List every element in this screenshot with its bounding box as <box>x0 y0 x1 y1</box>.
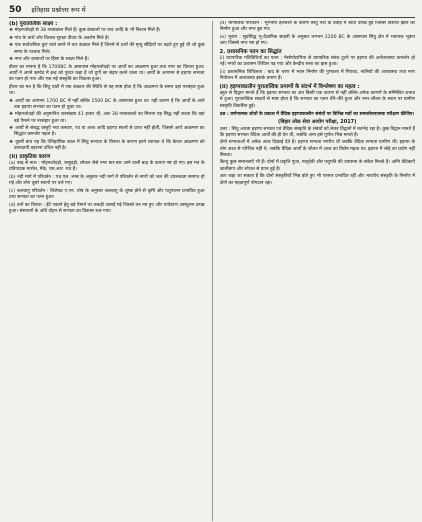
bullet-item: ❖ मोहनजोदड़ो की अनुमानित जनसंख्या 41 हजार थी, अतः 38 नरकंकालों का मिलना यह सिद्ध नहीं करता कि वहां बड़े पैमाने पर नरसंहार हुआ था। <box>9 112 205 124</box>
bullet-item: ❖ नगर और दरबाजों पर हिंसा के साक्ष्य मिले हैं। <box>9 57 89 63</box>
left-column <box>9 21 205 521</box>
paragraph: हीलर का मत है कि सिंधु घाटी में एक कंकाल की स्थिति से यह स्पष्ट होता है कि आक्रमण के समय वहां नरसंहार हुआ था। <box>9 84 205 97</box>
bullet-item: ❖ आर्यों से संबद्ध वस्तुएँ नया तलवार, रथ या अश्व आदि हड़प्पा स्थलों से प्राप्त नहीं होतीं, जिससे आर्य आक्रमण का सिद्धांत कमजोर पड़ता है। <box>9 126 205 138</box>
paragraph: (d) भौगोलिक परिवर्तन : भूगर्भीय हलचलों के कारण सिंधु नदी के प्रवाह में बाधा उत्पन्न हुई जिससे विशाल झील का निर्माण हुआ और नगर डूब गए। <box>219 21 416 33</box>
section-heading: 2. प्रशासनिक पतन का सिद्धांत <box>219 48 282 55</box>
section-heading: (b) पुरातात्विक साक्ष्य : <box>9 21 58 27</box>
page-header <box>9 5 415 18</box>
paragraph: (e) भूकंप : सुप्रसिद्ध भू-वैज्ञानिक साहनी के अनुसार लगभग 2200 BC के आसपास सिंधु क्षेत्र में भयानक भूकंप आए जिससे नगर नष्ट हो गए। <box>219 34 416 47</box>
page-number: 50 <box>9 5 22 15</box>
question-source: (बिहार लोक सेवा आयोग परीक्षा, 2017) <box>278 119 357 126</box>
running-title: इतिहास प्रश्नोत्तर रूप में <box>31 6 86 14</box>
paragraph: (d) वनों का विनाश : ईंटें पकाने हेतु बड़े पैमाने पर लकड़ी जलाई गई जिससे वन नष्ट हुए और पर्यावरण असंतुलन उत्पन्न हुआ। संसाधनों के अति दोहन से सभ्यता का विकास रुक गया। <box>9 202 205 214</box>
paragraph: उत्तर : सिंधु अथवा हड़प्पा सभ्यता एवं वैदिक संस्कृति के संबंधों को लेकर विद्वानों में मतभेद रहा है। कुछ विद्वान मानते हैं कि हड़प्पा सभ्यता वैदिक आर्यों की ही देन थी, जबकि अन्य इसे पूर्णतः भिन्न मानते हैं। <box>219 126 416 138</box>
paragraph: (a) बाढ़ से नाश : मोहनजोदड़ो, चन्हूदड़ो, लोथल जैसे नगर बार-बार आने वाली बाढ़ के कारण नष्ट हो गए। इस मत के प्रतिपादक मार्शल, मैके, एस.आर. राव हैं। <box>9 161 205 173</box>
question-block <box>220 112 416 126</box>
paragraph: (b) नदी मार्ग में परिवर्तन : एच.एल. लम्ब के अनुसार नदी मार्ग में परिवर्तन से नगरों को जल की उपलब्धता समाप्त हो गई और लोग दूसरे स्थानों पर चले गए। <box>9 174 205 187</box>
right-column <box>220 21 416 521</box>
bullet-item: ❖ एक सार्वजनिक कुएं वाले कमरे में चार कंकाल मिले हैं जिनमें से चारों की मृत्यु सीढ़ियों पर चढ़ते हुए हुई थी जो कुछ समय के पश्चात मिले। <box>9 43 205 55</box>
bullet-item: ❖ गांव के चारों ओर विशाल सुरक्षा दीवार के अवशेष मिले हैं। <box>9 35 110 41</box>
paragraph: (c) जलवायु परिवर्तन : विशेषज्ञ ए.एन. घोष के अनुसार जलवायु के शुष्क होने से कृषि और पशुपालन प्रभावित हुआ तथा सभ्यता का पतन हुआ। <box>9 188 205 201</box>
paragraph: (i) व्यापारिक गतिविधियों का पतन : मेसोपोटामिया से व्यापारिक संबंध टूटने पर हड़प्पा की अर्थव्यवस्था कमजोर हो गई। नगरों का प्रशासन शिथिल पड़ गया और केन्द्रीय सत्ता का ह्रास हुआ। <box>219 56 416 68</box>
section-heading: (ii) प्राकृतिक कारण <box>9 153 51 160</box>
paragraph: बहुत से विद्वान मानते हैं कि हड़प्पा सभ्यता का अंत किसी एक कारण से नहीं बल्कि अनेक कारणों के सम्मिलित प्रभाव से हुआ। पुरातात्विक साक्ष्यों से स्पष्ट होता है कि सभ्यता का पतन धीरे-धीरे हुआ और नगर-जीवन के स्थान पर ग्रामीण संस्कृति विकसित हुई। <box>219 91 416 109</box>
column-divider <box>212 21 213 521</box>
paragraph: डीलर का मानना है कि 1700BC के आसपास मोहनजोदड़ो पर आर्यों का आक्रमण हुआ तथा नगर का विनाश हुआ। आर्यों ने अपने ऋग्वेद में इन्द्र को पुरंदर कहा है जो दुर्गों का संहार करने वाला था। आर्यों के आगमन से हड़प्पा सभ्यता का पतन हो गया और एक नई संस्कृति का विकास हुआ। <box>9 64 205 83</box>
question-text: प्रश्न : वर्णनात्मक शोधों के प्रकाश में वैदिक हड़प्पाकालीन संबंधों पर विभिन्न मतों का समालोचनात्मक परीक्षण कीजिए। <box>219 111 415 117</box>
paragraph: (ii) प्रशासनिक शिथिलता : बाद के चरण में भवन निर्माण की गुणवत्ता में गिरावट, नालियों की अव्यवस्था तथा नगर नियोजन में अव्यवस्था इसके प्रमाण हैं। <box>219 69 416 82</box>
bullet-item: ❖ आर्यों का आगमन 1700 BC में नहीं बल्कि 1500 BC के आसपास हुआ था। यही कारण है कि आर्यों के आने तक हड़प्पा सभ्यता का पतन हो चुका था। <box>9 98 205 110</box>
bullet-item: ❖ दूसरी बात यह कि ऐतिहासिक काल में सिंधु सभ्यता के विनाश के कारण इतने व्यापक थे कि केवल आक्रमण को उत्तरदायी ठहराना उचित नहीं है। <box>9 139 205 152</box>
paragraph: किन्तु कुछ समानताएँ भी हैं। दोनों में प्रकृति पूजा, मातृदेवी और पशुपति की उपासना के संकेत मिलते हैं। अग्नि वेदिकाएँ कालीबंगा और लोथल से प्राप्त हुई हैं। <box>219 160 416 172</box>
paragraph: दोनों सभ्यताओं में अनेक अंतर दिखाई देते हैं। हड़प्पा सभ्यता नगरीय थी जबकि वैदिक सभ्यता ग्रामीण थी। हड़प्पा के लोग अश्व से परिचित नहीं थे, जबकि वैदिक आर्यों के जीवन में अश्व का विशेष महत्व था। हड़प्पा में लोहे का प्रयोग नहीं मिलता। <box>219 140 416 158</box>
bullet-item: ❖ मोहनजोदड़ो से 38 नरकंकाल मिले हैं। कुछ कंकालों पर घाव आदि के भी निशान मिले हैं। <box>9 28 161 34</box>
two-column-body <box>9 21 415 521</box>
section-heading: (ii) हड़प्पाकालीन पुरातात्विक प्रमाणों के संदर्भ में विश्लेषण का महत्व : <box>219 83 360 90</box>
paragraph: अतः कहा जा सकता है कि दोनों संस्कृतियाँ भिन्न होते हुए भी परस्पर प्रभावित रहीं और भारतीय संस्कृति के निर्माण में दोनों का महत्वपूर्ण योगदान रहा। <box>219 174 416 186</box>
